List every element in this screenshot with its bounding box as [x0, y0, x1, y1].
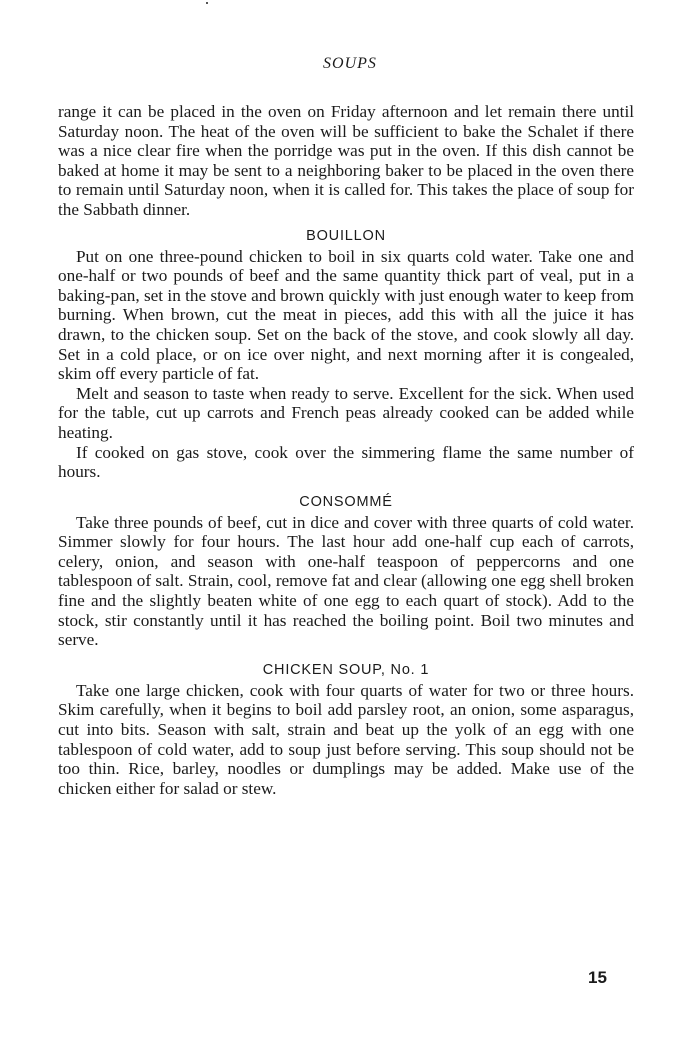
page-number: 15: [588, 968, 607, 987]
bouillon-paragraph-1: Put on one three-pound chicken to boil in six quarts cold water. Take one and one-half or two pounds of beef and the same quantity thick part of veal, put in a baking-pan, set in the stove and brown quickly with just enough water to keep from burning. When brown, cut the meat in pieces, add this with all the juice it has drawn, to the chicken soup. Set on the back of the stove, and cook slowly all day. Set in a cold place, or on ice over night, and next morning after it is congealed, skim off every particle of fat.: [58, 246, 634, 384]
print-speck: [206, 2, 208, 4]
page-body: [58, 102, 634, 798]
consomme-paragraph: Take three pounds of beef, cut in dice and cover with three quarts of cold water. Simmer slowly for four hours. The last hour add one-half cup each of carrots, celery, onion, and season with one-half teaspoon of peppercorns and one tablespoon of salt. Strain, cool, remove fat and clear (allowing one egg shell broken fine and the slightly beaten white of one egg to each quart of stock). Add to the stock, stir constantly until it has reached the boiling point. Boil two minutes and serve.: [58, 512, 634, 650]
section-heading-consomme: CONSOMMÉ: [299, 493, 393, 510]
section-heading-chicken-soup: CHICKEN SOUP, No. 1: [262, 661, 430, 678]
chicken-soup-paragraph: Take one large chicken, cook with four quarts of water for two or three hours. Skim carefully, when it begins to boil add parsley root, an onion, some asparagus, cut into bits. Season with salt, strain and beat up the yolk of an egg with one tablespoon of cold water, add to soup just before serving. This soup should not be too thin. Rice, barley, noodles or dumplings may be added. Make use of the chicken either for salad or stew.: [58, 680, 634, 798]
bouillon-paragraph-3: If cooked on gas stove, cook over the simmering flame the same number of hours.: [58, 442, 634, 482]
running-head: SOUPS: [323, 55, 377, 72]
section-heading-bouillon: BOUILLON: [306, 227, 386, 244]
bouillon-paragraph-2: Melt and season to taste when ready to serve. Excellent for the sick. When used for the table, cut up carrots and French peas already cooked can be added while heating.: [58, 383, 634, 442]
continued-paragraph: range it can be placed in the oven on Friday afternoon and let remain there until Saturday noon. The heat of the oven will be sufficient to bake the Schalet if there was a nice clear fire when the porridge was put in the oven. If this dish cannot be baked at home it may be sent to a neighboring baker to be placed in the oven there to remain until Saturday noon, when it is called for. This takes the place of soup for the Sabbath dinner.: [58, 102, 634, 219]
